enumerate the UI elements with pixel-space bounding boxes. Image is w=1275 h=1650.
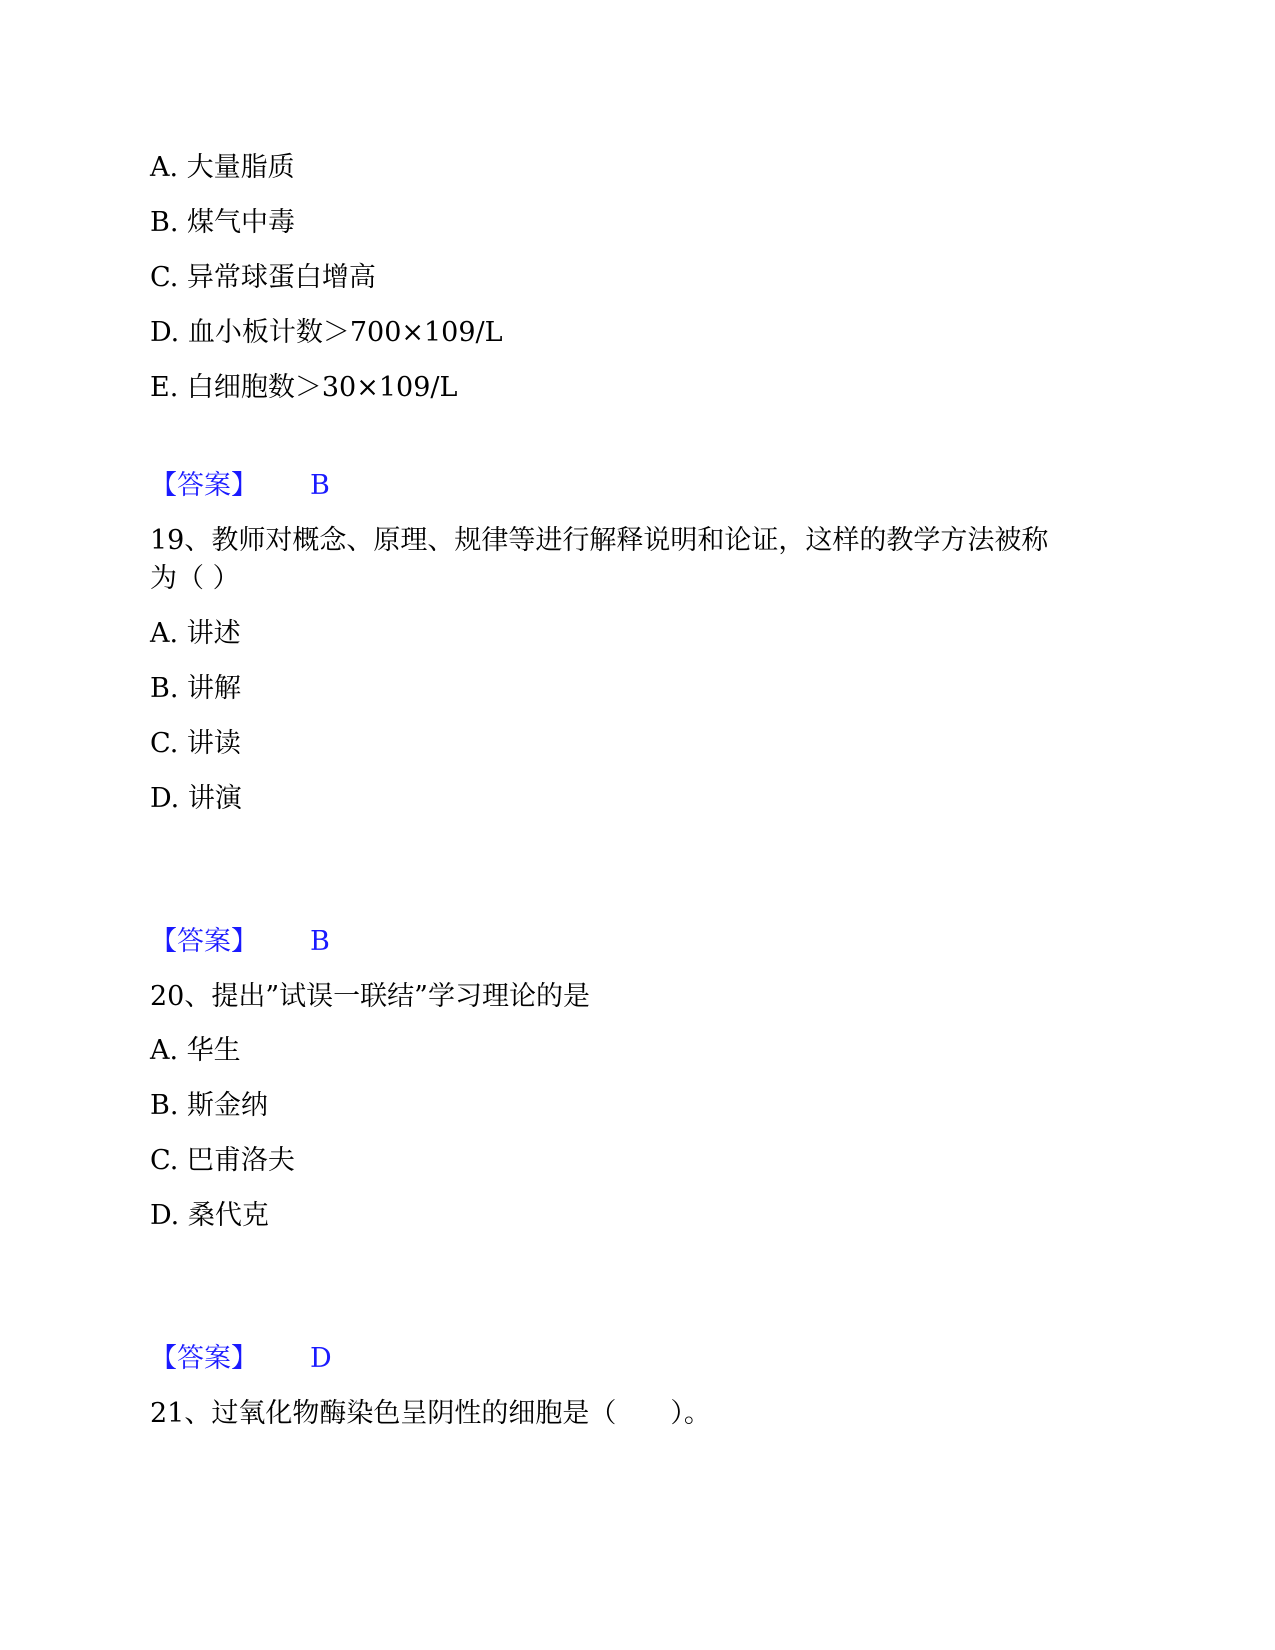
option-d: D. 血小板计数＞700×109/L	[150, 317, 503, 348]
answer-label: 【答案】	[150, 1343, 258, 1374]
option-a: A. 华生	[150, 1035, 241, 1066]
option-a: A. 大量脂质	[150, 152, 295, 183]
answer-line	[150, 1339, 332, 1379]
answer-value: B	[310, 470, 330, 501]
answer-value: D	[310, 1343, 332, 1374]
answer-label: 【答案】	[150, 926, 258, 957]
answer-line	[150, 922, 330, 962]
question-stem-line1: 19、教师对概念、原理、规律等进行解释说明和论证，这样的教学方法被称	[150, 525, 1049, 556]
option-e: E. 白细胞数＞30×109/L	[150, 372, 458, 403]
option-b: B. 煤气中毒	[150, 207, 296, 238]
question-stem: 20、提出”试误一联结”学习理论的是	[150, 981, 590, 1012]
answer-line	[150, 466, 330, 506]
option-d: D. 桑代克	[150, 1200, 269, 1231]
question-stem: 21、过氧化物酶染色呈阴性的细胞是（ ）。	[150, 1398, 711, 1429]
option-c: C. 异常球蛋白增高	[150, 262, 376, 293]
option-b: B. 讲解	[150, 673, 242, 704]
answer-label: 【答案】	[150, 470, 258, 501]
option-a: A. 讲述	[150, 618, 241, 649]
answer-value: B	[310, 926, 330, 957]
option-b: B. 斯金纳	[150, 1090, 269, 1121]
question-stem-line2: 为（ ）	[150, 563, 240, 594]
option-c: C. 巴甫洛夫	[150, 1145, 295, 1176]
option-c: C. 讲读	[150, 728, 241, 759]
option-d: D. 讲演	[150, 783, 242, 814]
